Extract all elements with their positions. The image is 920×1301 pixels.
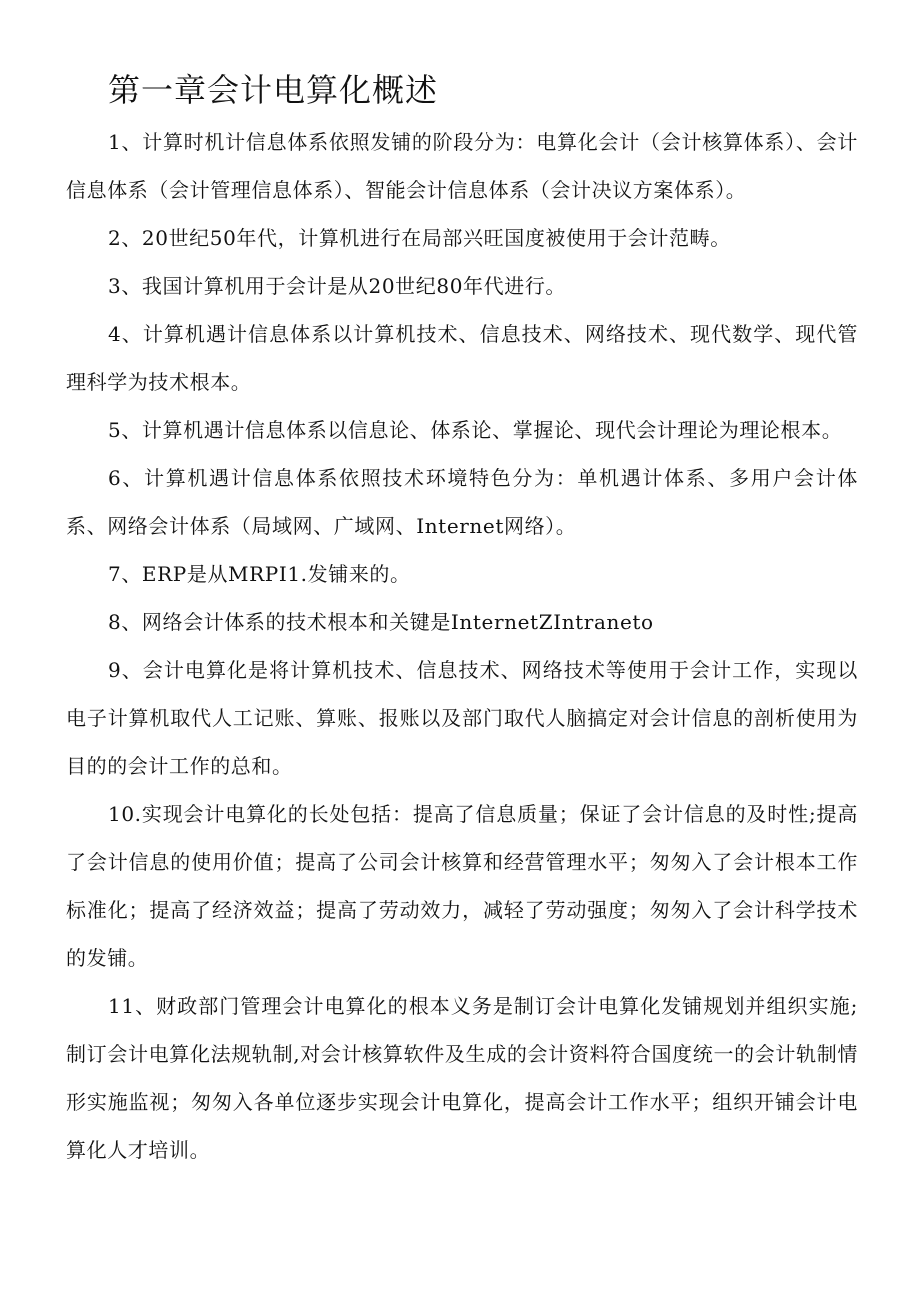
chapter-title: 第一章会计电算化概述 (108, 71, 439, 109)
paragraph-8: 8、网络会计体系的技术根本和关键是InternetZIntraneto (108, 610, 654, 634)
paragraph-6: 6、计算机遇计信息体系依照技术环境特色分为：单机遇计体系、多用户会计体系、网络会计体系（局域网、广域网、Internet网络）。 (66, 466, 858, 538)
paragraph-5: 5、计算机遇计信息体系以信息论、体系论、掌握论、现代会计理论为理论根本。 (108, 418, 843, 442)
paragraph-7: 7、ERP是从MRPI1.发铺来的。 (108, 562, 411, 586)
paragraph-11: 11、财政部门管理会计电算化的根本义务是制订会计电算化发铺规划并组织实施;制订会计电算化法规轨制,对会计核算软件及生成的会计资料符合国度统一的会计轨制情形实施监视；匆匆入各单位逐步实现会计电算化，提高会计工作水平；组织开铺会计电算化人才培训。 (66, 994, 858, 1162)
paragraph-3: 3、我国计算机用于会计是从20世纪80年代进行。 (108, 274, 567, 298)
paragraph-4: 4、计算机遇计信息体系以计算机技术、信息技术、网络技术、现代数学、现代管理科学为技术根本。 (66, 322, 858, 394)
paragraph-9: 9、会计电算化是将计算机技术、信息技术、网络技术等使用于会计工作，实现以电子计算机取代人工记账、算账、报账以及部门取代人脑搞定对会计信息的剖析使用为目的的会计工作的总和。 (66, 658, 858, 778)
document-body (66, 118, 858, 1174)
paragraph-1: 1、计算时机计信息体系依照发铺的阶段分为：电算化会计（会计核算体系）、会计信息体系（会计管理信息体系）、智能会计信息体系（会计决议方案体系）。 (66, 130, 858, 202)
paragraph-10: 10.实现会计电算化的长处包括：提高了信息质量；保证了会计信息的及时性;提高了会计信息的使用价值；提高了公司会计核算和经营管理水平；匆匆入了会计根本工作标准化；提高了经济效益；提高了劳动效力，减轻了劳动强度；匆匆入了会计科学技术的发铺。 (66, 802, 858, 970)
paragraph-2: 2、20世纪50年代，计算机进行在局部兴旺国度被使用于会计范畴。 (108, 226, 731, 250)
